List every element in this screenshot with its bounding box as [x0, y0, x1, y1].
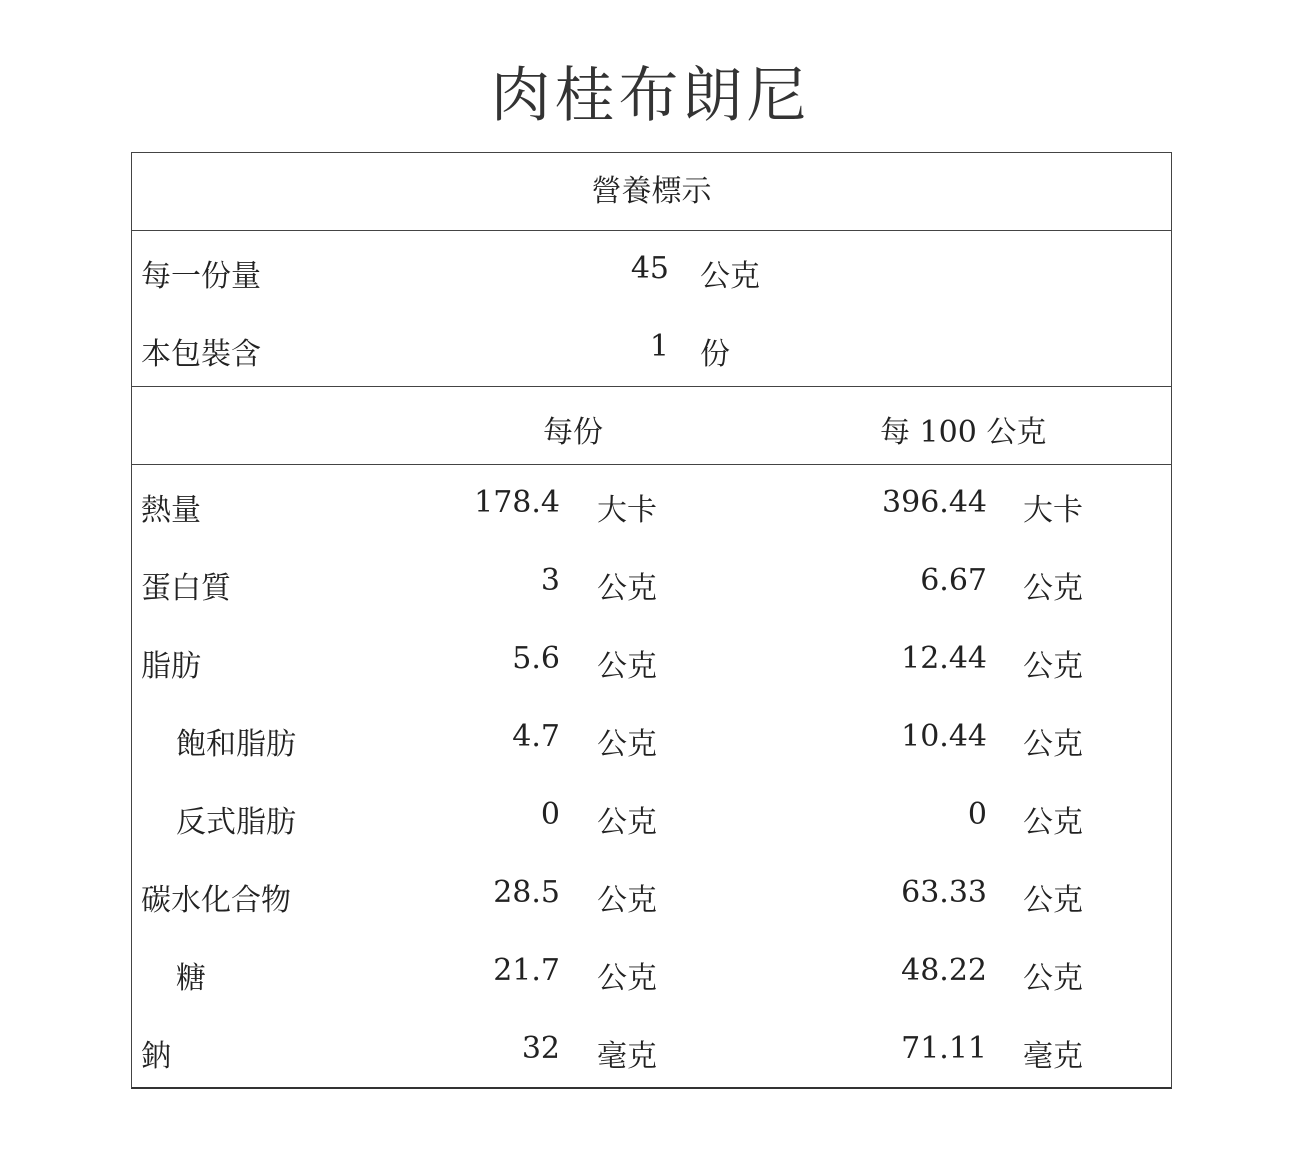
- per-serving-unit: 公克: [597, 571, 657, 606]
- per-serving-unit: 大卡: [597, 493, 657, 528]
- nutrient-name: 飽和脂肪: [176, 727, 296, 762]
- nutrient-row: [132, 465, 1171, 543]
- per-serving-value: 0: [540, 797, 560, 832]
- nutrient-name: 熱量: [141, 493, 201, 528]
- servings-per-package-row: [132, 309, 1171, 387]
- nutrient-name: 反式脂肪: [176, 805, 296, 840]
- nutrient-row: [132, 699, 1171, 777]
- nutrient-name: 蛋白質: [141, 571, 231, 606]
- per-100g-unit: 公克: [1023, 649, 1083, 684]
- per-100g-value: 48.22: [901, 953, 987, 988]
- nutrient-row: [132, 933, 1171, 1011]
- per-100g-value: 6.67: [920, 563, 987, 598]
- servings-count-unit: 份: [700, 337, 730, 372]
- per-serving-value: 32: [521, 1031, 560, 1066]
- nutrient-row: [132, 777, 1171, 855]
- per-100g-value: 0: [967, 797, 987, 832]
- product-title: 肉桂布朗尼: [490, 61, 811, 131]
- servings-count-label: 本包裝含: [141, 337, 261, 372]
- per-100g-unit: 公克: [1023, 961, 1083, 996]
- nutrient-row: [132, 543, 1171, 621]
- per-serving-unit: 公克: [597, 727, 657, 762]
- per-serving-unit: 公克: [597, 961, 657, 996]
- nutrient-name: 脂肪: [141, 649, 201, 684]
- column-per-serving: 每份: [543, 415, 603, 450]
- per-serving-value: 28.5: [493, 875, 560, 910]
- column-per-100g: 每 100 公克: [880, 415, 1047, 450]
- per-serving-unit: 毫克: [597, 1039, 657, 1074]
- nutrition-label: [131, 152, 1172, 1089]
- nutrient-row: [132, 621, 1171, 699]
- per-100g-unit: 公克: [1023, 727, 1083, 762]
- nutrient-row: [132, 855, 1171, 933]
- per-100g-unit: 公克: [1023, 571, 1083, 606]
- per-serving-value: 21.7: [493, 953, 560, 988]
- per-100g-unit: 公克: [1023, 883, 1083, 918]
- per-100g-unit: 毫克: [1023, 1039, 1083, 1074]
- per-100g-value: 63.33: [901, 875, 987, 910]
- per-serving-value: 4.7: [512, 719, 560, 754]
- serving-size-unit: 公克: [700, 259, 760, 294]
- column-header-row: [132, 387, 1171, 465]
- per-100g-value: 71.11: [901, 1031, 987, 1066]
- per-100g-unit: 公克: [1023, 805, 1083, 840]
- serving-size-label: 每一份量: [141, 259, 261, 294]
- per-serving-unit: 公克: [597, 883, 657, 918]
- per-serving-value: 5.6: [512, 641, 560, 676]
- nutrient-row: [132, 1011, 1171, 1089]
- serving-section: [132, 231, 1171, 387]
- servings-count-value: 1: [649, 329, 669, 364]
- per-100g-value: 12.44: [901, 641, 987, 676]
- serving-size-row: [132, 231, 1171, 309]
- per-100g-value: 10.44: [901, 719, 987, 754]
- label-header: 營養標示: [132, 153, 1171, 231]
- per-serving-value: 3: [540, 563, 560, 598]
- nutrient-name: 碳水化合物: [141, 883, 291, 918]
- nutrient-name: 鈉: [141, 1039, 171, 1074]
- serving-size-value: 45: [630, 251, 669, 286]
- per-serving-unit: 公克: [597, 649, 657, 684]
- per-100g-value: 396.44: [882, 485, 987, 520]
- per-serving-value: 178.4: [474, 485, 560, 520]
- nutrient-name: 糖: [176, 961, 206, 996]
- per-serving-unit: 公克: [597, 805, 657, 840]
- per-100g-unit: 大卡: [1023, 493, 1083, 528]
